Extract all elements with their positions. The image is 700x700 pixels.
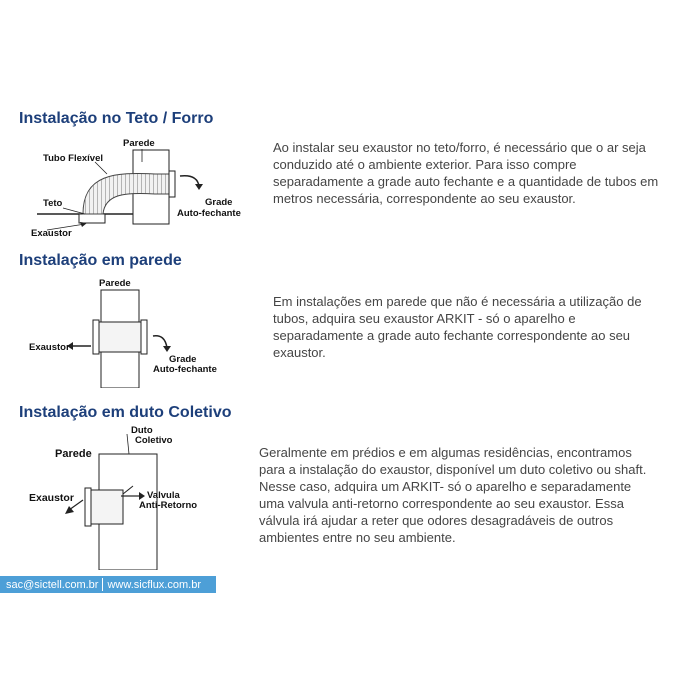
paragraph-parede [273,293,683,361]
exhaust-unit [79,214,105,223]
diagram-parede [25,276,265,393]
label-valvula: Valvula [147,490,180,501]
diagram-teto [25,134,265,249]
paragraph-line: ambientes entre no seu ambiente. [259,530,456,545]
paragraph-line: exaustor. [273,345,326,360]
label-autofechante: Auto-fechante [177,208,241,219]
paragraph-line: válvula irá ajudar a reter que odores desagradáveis de outros [259,513,614,528]
paragraph-line: tubos, adquira seu exaustor ARKIT - só o aparelho e [273,311,576,326]
paragraph-line: para a instalação do exaustor, disponível um duto coletivo ou shaft. [259,462,647,477]
exhaust-unit [95,322,145,352]
section-title-parede: Instalação em parede [19,252,182,269]
label-grade: Grade [169,354,197,365]
label-teto: Teto [43,198,63,209]
paragraph-line: separadamente a grade auto fechante correspondente ao seu [273,328,631,343]
footer-website-link[interactable]: www.sicflux.com.br [107,578,201,591]
paragraph-line: Ao instalar seu exaustor no teto/forro, é necessário que o ar seja [273,140,646,155]
grille-shape [141,320,147,354]
label-exaustor: Exaustor [29,342,70,353]
label-antiretorno: Anti-Retorno [139,500,198,511]
paragraph-line: Nesse caso, adquira um ARKIT- só o aparelho e separadamente [259,479,632,494]
label-exaustor: Exaustor [31,228,72,239]
paragraph-teto [273,139,683,207]
label-grade: Grade [205,197,233,208]
paragraph-line: conduzido até o ambiente exterior. Para isso compre [273,157,577,172]
label-duto: Duto [131,425,153,436]
footer-bar [0,576,216,593]
label-coletivo: Coletivo [135,435,173,446]
paragraph-line: uma valvula anti-retorno correspondente ao seu exaustor. Essa [259,496,624,511]
paragraph-line: Em instalações em parede que não é necessária a utilização de [273,294,642,309]
label-exaustor: Exaustor [29,492,74,504]
footer-divider [102,578,103,591]
footer-email-link[interactable]: sac@sictell.com.br [6,578,99,591]
paragraph-line: metros necessária, correspondente ao seu exaustor. [273,191,576,206]
section-title-duto: Instalação em duto Coletivo [19,404,232,421]
label-tubo: Tubo Flexível [43,153,104,164]
label-parede: Parede [55,448,92,460]
paragraph-line: separadamente a grade auto fechante e a quantidade de tubos em [273,174,659,189]
exhaust-unit [89,490,123,524]
label-autofechante: Auto-fechante [153,364,217,375]
diagram-duto [25,424,265,575]
grille-shape [169,171,175,197]
section-title-teto: Instalação no Teto / Forro [19,110,214,127]
paragraph-duto [259,444,683,546]
paragraph-line: Geralmente em prédios e em algumas residências, encontramos [259,445,632,460]
label-parede: Parede [99,278,131,289]
label-parede: Parede [123,138,155,149]
